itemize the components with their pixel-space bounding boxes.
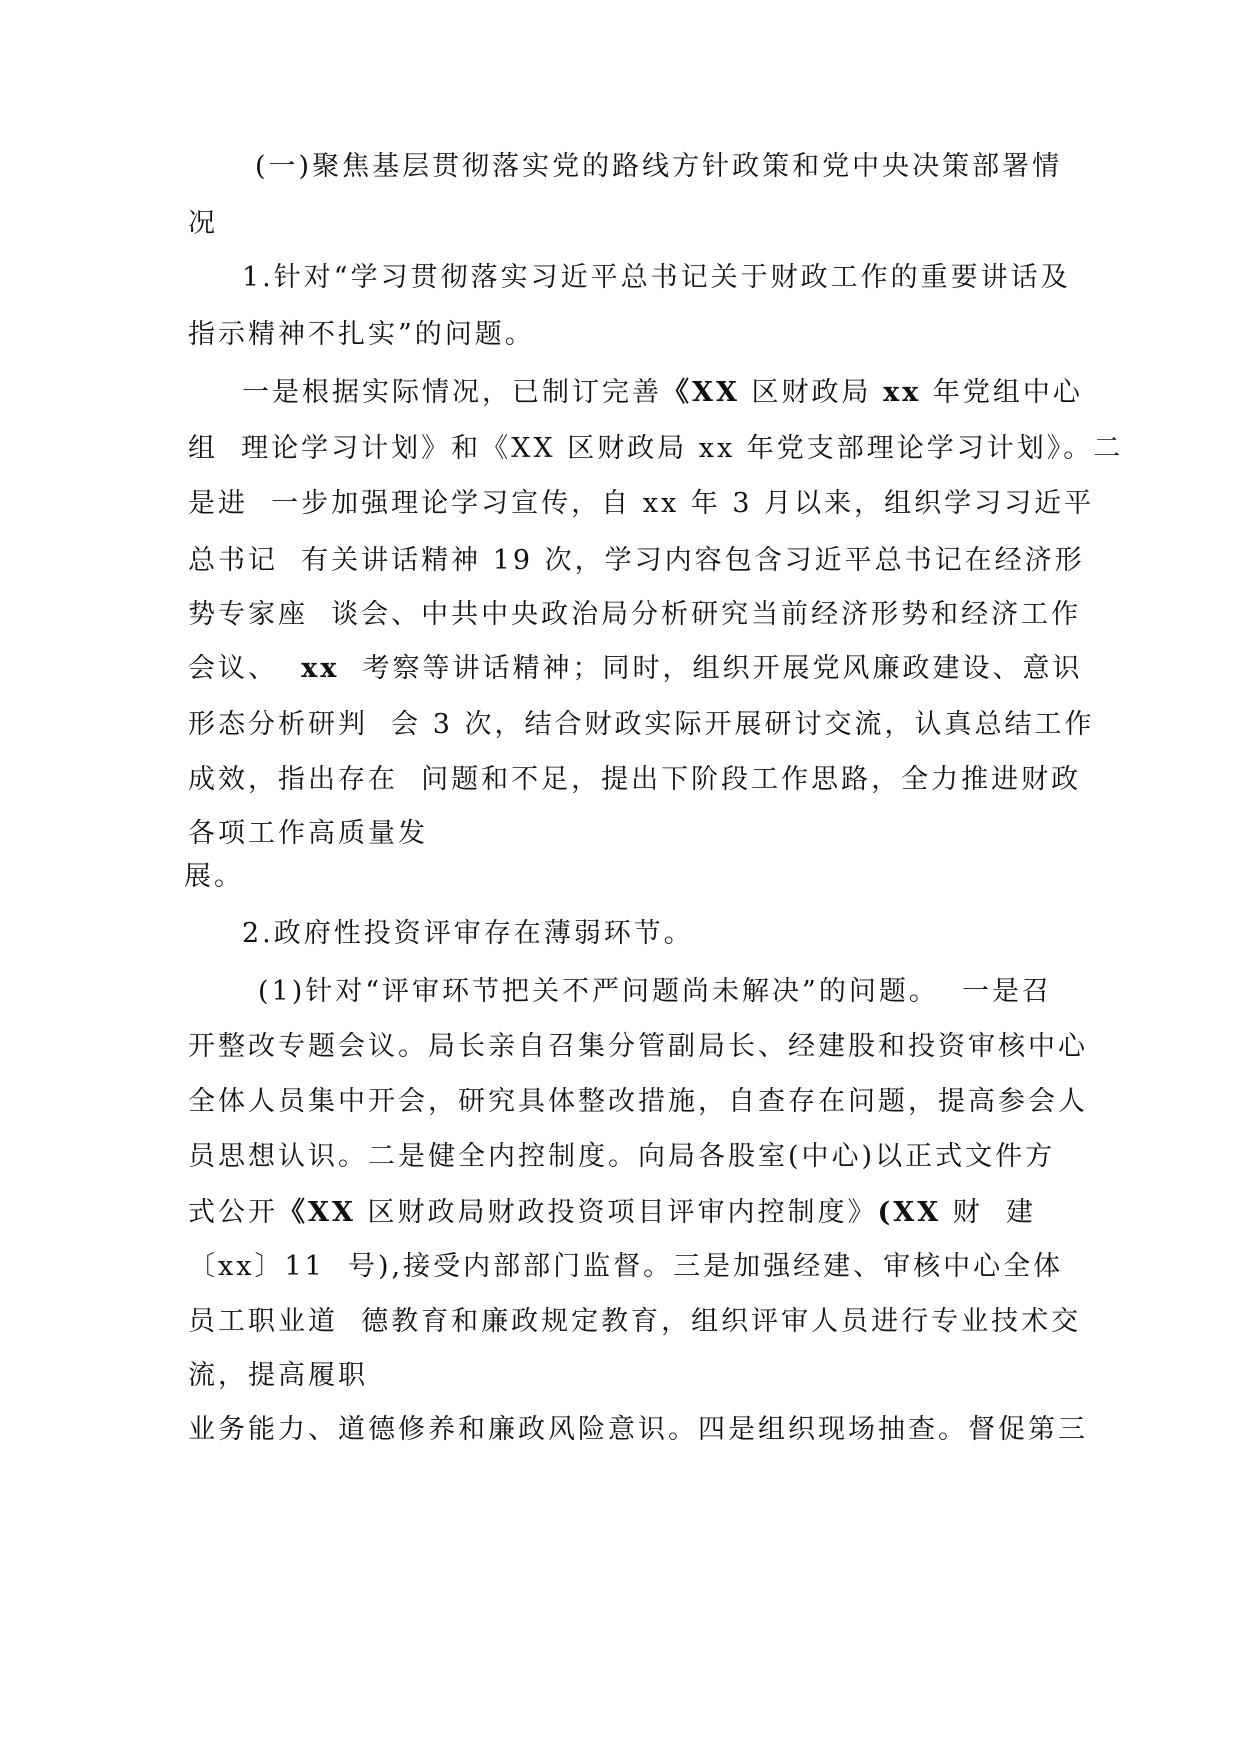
para-2-line-4: 员思想认识。二是健全内控制度。向局各股室(中心)以正式文件方 [188, 1141, 1056, 1172]
para-2-line-9: 业务能力、道德修养和廉政风险意识。四是组织现场抽查。督促第三 [188, 1414, 1088, 1445]
para-1-line-4: 总书记 有关讲话精神 19 次，学习内容包含习近平总书记在经济形 [188, 545, 1085, 576]
para-1-line-10: 展。 [184, 861, 244, 892]
item-1-line-1: 1.针对“学习贯彻落实习近平总书记关于财政工作的重要讲话及 [242, 262, 1071, 293]
para-2-line-1: (1)针对“评审环节把关不严问题尚未解决”的问题。 一是召 [258, 976, 1053, 1007]
para-2-line-5 [188, 1196, 1036, 1230]
para-2-line-6: 〔xx〕11 号),接受内部部门监督。三是加强经建、审核中心全体 [188, 1251, 1064, 1282]
section-heading-line-1: (一)聚焦基层贯彻落实党的路线方针政策和党中央决策部署情 [255, 151, 1063, 182]
para-2-line-8: 流，提高履职 [188, 1360, 368, 1391]
item-1-line-2: 指示精神不扎实”的问题。 [188, 319, 535, 350]
para-1-line-1-text-c: 区财政局 [739, 377, 884, 408]
para-2-line-5-text-d: (XX [877, 1197, 942, 1228]
para-2-line-2: 开整改专题会议。局长亲自召集分管副局长、经建股和投资审核中心 [188, 1031, 1088, 1062]
para-1-line-5: 势专家座 谈会、中共中央政治局分析研究当前经济形势和经济工作 [188, 599, 1082, 630]
para-1-line-3: 是进 一步加强理论学习宣传，自 xx 年 3 月以来，组织学习习近平 [188, 488, 1095, 519]
para-1-line-7: 形态分析研判 会 3 次，结合财政实际开展研讨交流，认真总结工作 [188, 709, 1095, 740]
para-1-line-1-text-d: xx [883, 377, 922, 408]
section-heading-line-2: 况 [188, 208, 218, 239]
para-1-line-1-text-b: 《XX [662, 377, 740, 408]
para-1-line-9: 各项工作高质量发 [188, 818, 428, 849]
para-2-line-5-text-b: 《XX [278, 1197, 356, 1228]
para-1-line-6-text-c: 考察等讲话精神；同时，组织开展党风廉政建设、意识 [339, 653, 1083, 684]
para-1-line-2: 组 理论学习计划》和《XX 区财政局 xx 年党支部理论学习计划》。二 [188, 433, 1124, 464]
para-1-line-1-text-a: 一是根据实际情况，已制订完善 [242, 377, 662, 408]
para-1-line-6-text-b: xx [301, 653, 340, 684]
item-2-line-1: 2.政府性投资评审存在薄弱环节。 [242, 918, 694, 949]
para-2-line-5-text-e: 财 建 [941, 1197, 1036, 1228]
para-1-line-6 [188, 652, 1083, 686]
para-2-line-5-text-a: 式公开 [188, 1197, 278, 1228]
para-1-line-1 [242, 376, 1083, 410]
para-2-line-7: 员工职业道 德教育和廉政规定教育，组织评审人员进行专业技术交 [188, 1306, 1082, 1337]
para-1-line-1-text-e: 年党组中心 [921, 377, 1083, 408]
para-1-line-6-text-a: 会议、 [188, 653, 302, 684]
para-1-line-8: 成效，指出存在 问题和不足，提出下阶段工作思路，全力推进财政 [188, 764, 1082, 795]
para-2-line-3: 全体人员集中开会，研究具体整改措施，自查存在问题，提高参会人 [188, 1086, 1088, 1117]
para-2-line-5-text-c: 区财政局财政投资项目评审内控制度》 [355, 1197, 878, 1228]
